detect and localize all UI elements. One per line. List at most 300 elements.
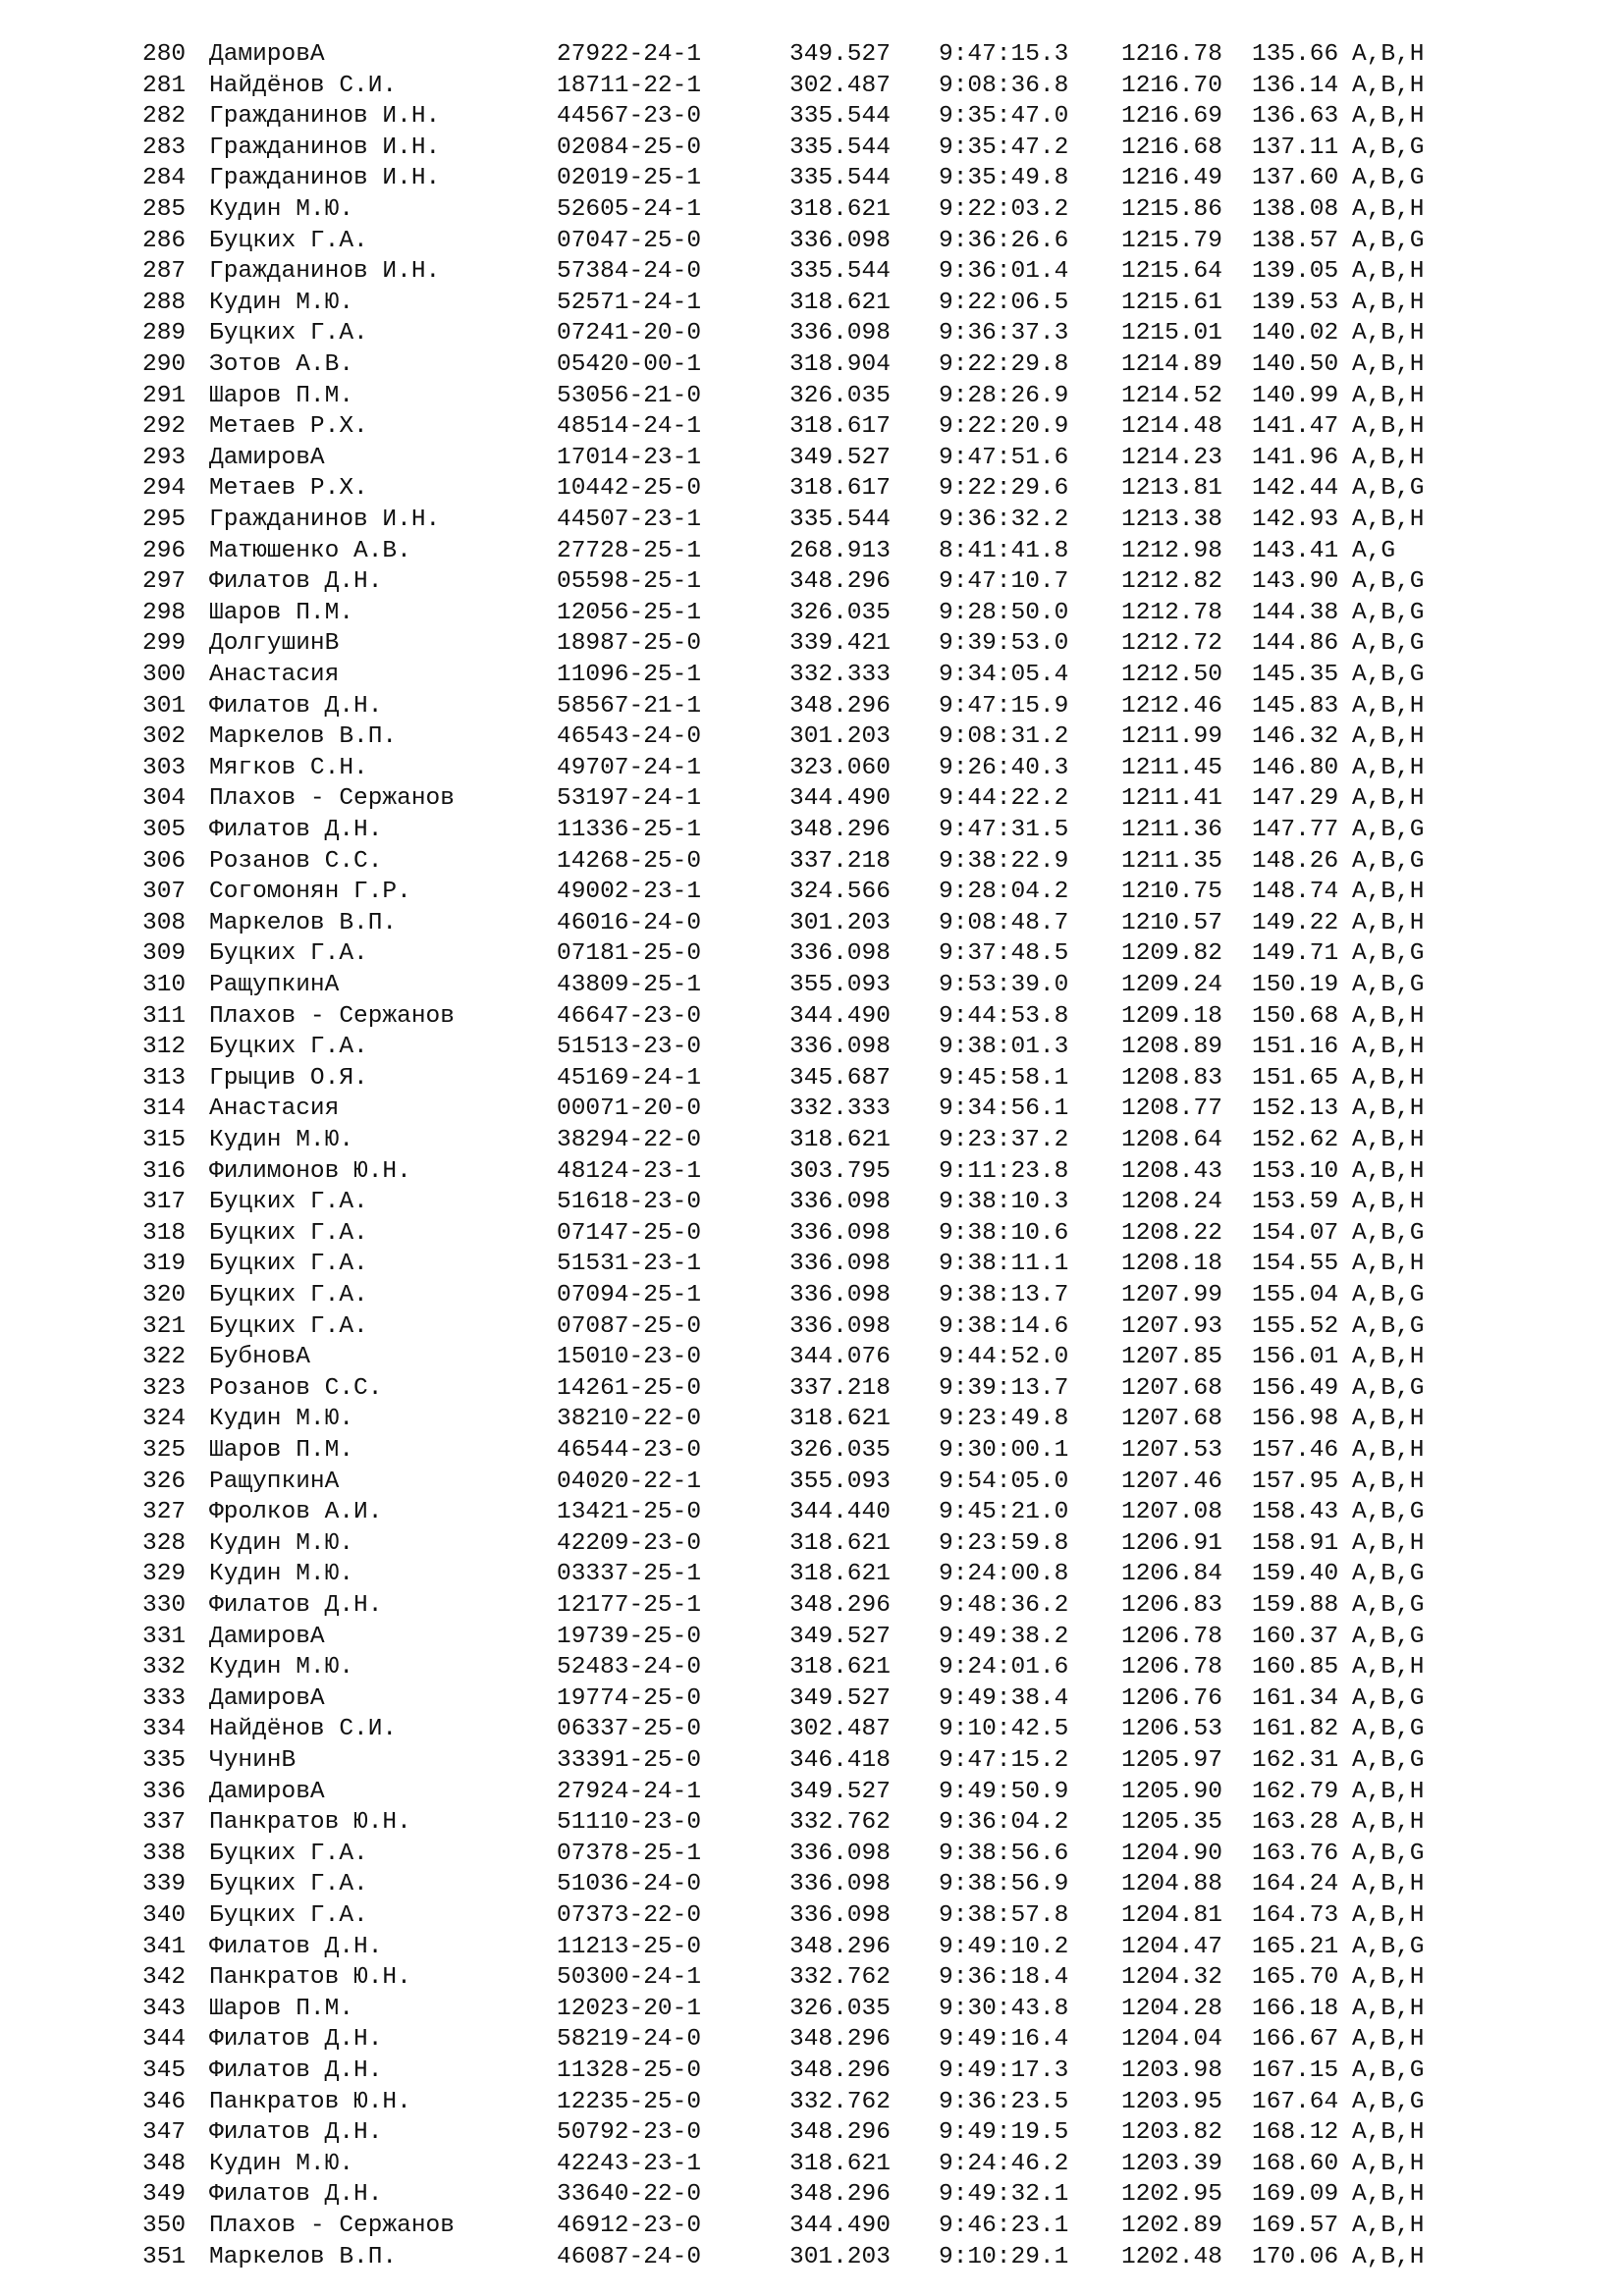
rank-cell: 328	[142, 1529, 187, 1557]
arrival-time-cell: 9:45:58.1	[939, 1064, 1069, 1092]
distance-cell: 339.421	[789, 630, 891, 658]
points-cell: 143.41	[1252, 537, 1339, 564]
speed-cell: 1204.81	[1121, 1902, 1222, 1929]
flags-cell: A,B,H	[1352, 785, 1425, 813]
distance-cell: 348.296	[789, 2119, 891, 2147]
rank-cell: 289	[142, 320, 187, 347]
flags-cell: A,B,G	[1352, 940, 1425, 968]
rank-cell: 312	[142, 1034, 187, 1061]
ring-number-cell: 07087-25-0	[557, 1312, 702, 1340]
rank-cell: 333	[142, 1684, 187, 1712]
speed-cell: 1204.47	[1121, 1933, 1222, 1960]
distance-cell: 318.621	[789, 2150, 891, 2177]
fancier-name-cell: ДамировА	[209, 444, 325, 471]
ring-number-cell: 07047-25-0	[557, 227, 702, 254]
distance-cell: 335.544	[789, 165, 891, 192]
arrival-time-cell: 9:35:47.0	[939, 103, 1069, 131]
arrival-time-cell: 9:08:31.2	[939, 723, 1069, 751]
ring-number-cell: 49002-23-1	[557, 879, 702, 906]
distance-cell: 337.218	[789, 1374, 891, 1402]
distance-cell: 335.544	[789, 133, 891, 161]
ring-number-cell: 46647-23-0	[557, 1002, 702, 1030]
ring-number-cell: 14261-25-0	[557, 1374, 702, 1402]
fancier-name-cell: Панкратов Ю.Н.	[209, 1809, 411, 1837]
distance-cell: 301.203	[789, 723, 891, 751]
ring-number-cell: 46016-24-0	[557, 909, 702, 936]
rank-cell: 285	[142, 196, 187, 223]
speed-cell: 1207.93	[1121, 1312, 1222, 1340]
distance-cell: 335.544	[789, 103, 891, 131]
arrival-time-cell: 9:49:38.2	[939, 1623, 1069, 1650]
rank-cell: 314	[142, 1095, 187, 1123]
points-cell: 149.22	[1252, 909, 1339, 936]
points-cell: 148.74	[1252, 879, 1339, 906]
flags-cell: A,B,G	[1352, 1747, 1425, 1774]
flags-cell: A,B,G	[1352, 1684, 1425, 1712]
ring-number-cell: 03337-25-1	[557, 1561, 702, 1588]
fancier-name-cell: Буцких Г.А.	[209, 1034, 368, 1061]
points-cell: 170.06	[1252, 2243, 1339, 2270]
flags-cell: A,B,H	[1352, 2150, 1425, 2177]
arrival-time-cell: 9:44:52.0	[939, 1344, 1069, 1371]
points-cell: 149.71	[1252, 940, 1339, 968]
points-cell: 167.64	[1252, 2088, 1339, 2115]
arrival-time-cell: 9:22:29.6	[939, 475, 1069, 503]
speed-cell: 1206.84	[1121, 1561, 1222, 1588]
fancier-name-cell: Панкратов Ю.Н.	[209, 1964, 411, 1992]
ring-number-cell: 04020-22-1	[557, 1468, 702, 1495]
fancier-name-cell: Буцких Г.А.	[209, 1251, 368, 1278]
ring-number-cell: 46912-23-0	[557, 2213, 702, 2239]
points-cell: 157.46	[1252, 1437, 1339, 1464]
ring-number-cell: 51036-24-0	[557, 1871, 702, 1898]
flags-cell: A,B,H	[1352, 723, 1425, 751]
points-cell: 152.62	[1252, 1127, 1339, 1153]
ring-number-cell: 11336-25-1	[557, 817, 702, 843]
speed-cell: 1207.68	[1121, 1406, 1222, 1433]
speed-cell: 1207.85	[1121, 1344, 1222, 1371]
arrival-time-cell: 9:36:01.4	[939, 258, 1069, 286]
points-cell: 159.40	[1252, 1561, 1339, 1588]
ring-number-cell: 48124-23-1	[557, 1157, 702, 1185]
ring-number-cell: 49707-24-1	[557, 754, 702, 781]
flags-cell: A,B,H	[1352, 2119, 1425, 2147]
points-cell: 153.59	[1252, 1189, 1339, 1216]
points-cell: 168.12	[1252, 2119, 1339, 2147]
arrival-time-cell: 9:38:22.9	[939, 847, 1069, 875]
points-cell: 165.70	[1252, 1964, 1339, 1992]
ring-number-cell: 12023-20-1	[557, 1995, 702, 2022]
points-cell: 141.47	[1252, 413, 1339, 441]
arrival-time-cell: 9:47:15.3	[939, 41, 1069, 68]
speed-cell: 1202.89	[1121, 2213, 1222, 2239]
rank-cell: 301	[142, 692, 187, 720]
ring-number-cell: 58567-21-1	[557, 692, 702, 720]
flags-cell: A,B,H	[1352, 2026, 1425, 2054]
flags-cell: A,B,G	[1352, 1840, 1425, 1867]
rank-cell: 345	[142, 2057, 187, 2084]
fancier-name-cell: Фролков А.И.	[209, 1499, 383, 1526]
fancier-name-cell: Гражданинов И.Н.	[209, 103, 441, 131]
points-cell: 141.96	[1252, 444, 1339, 471]
points-cell: 151.65	[1252, 1064, 1339, 1092]
points-cell: 142.44	[1252, 475, 1339, 503]
rank-cell: 300	[142, 662, 187, 688]
rank-cell: 327	[142, 1499, 187, 1526]
arrival-time-cell: 9:28:26.9	[939, 382, 1069, 409]
arrival-time-cell: 9:30:43.8	[939, 1995, 1069, 2022]
rank-cell: 343	[142, 1995, 187, 2022]
distance-cell: 332.762	[789, 1964, 891, 1992]
speed-cell: 1213.38	[1121, 507, 1222, 533]
rank-cell: 341	[142, 1933, 187, 1960]
speed-cell: 1215.01	[1121, 320, 1222, 347]
rank-cell: 330	[142, 1592, 187, 1619]
distance-cell: 332.333	[789, 1095, 891, 1123]
speed-cell: 1216.68	[1121, 133, 1222, 161]
ring-number-cell: 51110-23-0	[557, 1809, 702, 1837]
fancier-name-cell: БубновА	[209, 1344, 310, 1371]
flags-cell: A,B,G	[1352, 475, 1425, 503]
points-cell: 156.01	[1252, 1344, 1339, 1371]
speed-cell: 1210.57	[1121, 909, 1222, 936]
fancier-name-cell: Шаров П.М.	[209, 382, 354, 409]
points-cell: 146.32	[1252, 723, 1339, 751]
arrival-time-cell: 9:45:21.0	[939, 1499, 1069, 1526]
ring-number-cell: 38210-22-0	[557, 1406, 702, 1433]
flags-cell: A,B,H	[1352, 1034, 1425, 1061]
ring-number-cell: 07094-25-1	[557, 1282, 702, 1308]
distance-cell: 349.527	[789, 1684, 891, 1712]
distance-cell: 344.490	[789, 785, 891, 813]
points-cell: 147.29	[1252, 785, 1339, 813]
distance-cell: 326.035	[789, 599, 891, 626]
fancier-name-cell: Буцких Г.А.	[209, 1282, 368, 1308]
ring-number-cell: 05598-25-1	[557, 568, 702, 596]
flags-cell: A,B,G	[1352, 599, 1425, 626]
speed-cell: 1214.89	[1121, 351, 1222, 378]
flags-cell: A,B,H	[1352, 2243, 1425, 2270]
flags-cell: A,B,H	[1352, 1964, 1425, 1992]
speed-cell: 1212.46	[1121, 692, 1222, 720]
speed-cell: 1209.24	[1121, 972, 1222, 998]
fancier-name-cell: Филатов Д.Н.	[209, 1933, 383, 1960]
rank-cell: 309	[142, 940, 187, 968]
flags-cell: A,B,G	[1352, 630, 1425, 658]
distance-cell: 348.296	[789, 2057, 891, 2084]
flags-cell: A,B,H	[1352, 1437, 1425, 1464]
fancier-name-cell: Буцких Г.А.	[209, 1840, 368, 1867]
speed-cell: 1208.64	[1121, 1127, 1222, 1153]
ring-number-cell: 07378-25-1	[557, 1840, 702, 1867]
ring-number-cell: 46543-24-0	[557, 723, 702, 751]
ring-number-cell: 27924-24-1	[557, 1778, 702, 1805]
points-cell: 156.49	[1252, 1374, 1339, 1402]
arrival-time-cell: 9:38:10.6	[939, 1219, 1069, 1247]
points-cell: 153.10	[1252, 1157, 1339, 1185]
rank-cell: 335	[142, 1747, 187, 1774]
distance-cell: 348.296	[789, 692, 891, 720]
fancier-name-cell: ДамировА	[209, 1623, 325, 1650]
speed-cell: 1213.81	[1121, 475, 1222, 503]
distance-cell: 348.296	[789, 2181, 891, 2209]
arrival-time-cell: 9:47:15.9	[939, 692, 1069, 720]
ring-number-cell: 12177-25-1	[557, 1592, 702, 1619]
distance-cell: 318.621	[789, 1529, 891, 1557]
ring-number-cell: 53197-24-1	[557, 785, 702, 813]
ring-number-cell: 42209-23-0	[557, 1529, 702, 1557]
flags-cell: A,B,H	[1352, 1064, 1425, 1092]
flags-cell: A,B,H	[1352, 1127, 1425, 1153]
points-cell: 157.95	[1252, 1468, 1339, 1495]
rank-cell: 348	[142, 2150, 187, 2177]
flags-cell: A,B,H	[1352, 1871, 1425, 1898]
flags-cell: A,B,G	[1352, 165, 1425, 192]
fancier-name-cell: Буцких Г.А.	[209, 227, 368, 254]
ring-number-cell: 07147-25-0	[557, 1219, 702, 1247]
arrival-time-cell: 9:34:56.1	[939, 1095, 1069, 1123]
fancier-name-cell: Шаров П.М.	[209, 1995, 354, 2022]
fancier-name-cell: ЧунинВ	[209, 1747, 297, 1774]
speed-cell: 1204.04	[1121, 2026, 1222, 2054]
speed-cell: 1206.91	[1121, 1529, 1222, 1557]
rank-cell: 324	[142, 1406, 187, 1433]
distance-cell: 336.098	[789, 1871, 891, 1898]
flags-cell: A,B,G	[1352, 1561, 1425, 1588]
speed-cell: 1215.79	[1121, 227, 1222, 254]
rank-cell: 326	[142, 1468, 187, 1495]
arrival-time-cell: 9:49:17.3	[939, 2057, 1069, 2084]
fancier-name-cell: Плахов - Сержанов	[209, 785, 455, 813]
distance-cell: 336.098	[789, 1189, 891, 1216]
speed-cell: 1216.69	[1121, 103, 1222, 131]
distance-cell: 349.527	[789, 444, 891, 471]
points-cell: 164.73	[1252, 1902, 1339, 1929]
points-cell: 137.11	[1252, 133, 1339, 161]
ring-number-cell: 45169-24-1	[557, 1064, 702, 1092]
arrival-time-cell: 9:23:49.8	[939, 1406, 1069, 1433]
fancier-name-cell: Кудин М.Ю.	[209, 1654, 354, 1682]
fancier-name-cell: ДолгушинВ	[209, 630, 340, 658]
flags-cell: A,B,H	[1352, 909, 1425, 936]
fancier-name-cell: Шаров П.М.	[209, 1437, 354, 1464]
speed-cell: 1211.99	[1121, 723, 1222, 751]
arrival-time-cell: 9:23:59.8	[939, 1529, 1069, 1557]
distance-cell: 349.527	[789, 1778, 891, 1805]
ring-number-cell: 46087-24-0	[557, 2243, 702, 2270]
distance-cell: 268.913	[789, 537, 891, 564]
fancier-name-cell: Буцких Г.А.	[209, 1312, 368, 1340]
distance-cell: 318.621	[789, 1561, 891, 1588]
points-cell: 165.21	[1252, 1933, 1339, 1960]
points-cell: 145.35	[1252, 662, 1339, 688]
fancier-name-cell: Плахов - Сержанов	[209, 2213, 455, 2239]
arrival-time-cell: 9:48:36.2	[939, 1592, 1069, 1619]
rank-cell: 297	[142, 568, 187, 596]
distance-cell: 344.440	[789, 1499, 891, 1526]
flags-cell: A,B,G	[1352, 1374, 1425, 1402]
flags-cell: A,B,H	[1352, 1468, 1425, 1495]
flags-cell: A,B,H	[1352, 879, 1425, 906]
rank-cell: 336	[142, 1778, 187, 1805]
arrival-time-cell: 9:39:53.0	[939, 630, 1069, 658]
ring-number-cell: 50300-24-1	[557, 1964, 702, 1992]
ring-number-cell: 52483-24-0	[557, 1654, 702, 1682]
flags-cell: A,B,H	[1352, 41, 1425, 68]
flags-cell: A,G	[1352, 537, 1396, 564]
speed-cell: 1205.90	[1121, 1778, 1222, 1805]
ring-number-cell: 52605-24-1	[557, 196, 702, 223]
points-cell: 150.68	[1252, 1002, 1339, 1030]
points-cell: 148.26	[1252, 847, 1339, 875]
points-cell: 139.05	[1252, 258, 1339, 286]
rank-cell: 321	[142, 1312, 187, 1340]
points-cell: 146.80	[1252, 754, 1339, 781]
distance-cell: 301.203	[789, 909, 891, 936]
flags-cell: A,B,H	[1352, 1995, 1425, 2022]
speed-cell: 1212.72	[1121, 630, 1222, 658]
rank-cell: 344	[142, 2026, 187, 2054]
fancier-name-cell: Буцких Г.А.	[209, 1871, 368, 1898]
arrival-time-cell: 9:08:36.8	[939, 72, 1069, 99]
ring-number-cell: 18711-22-1	[557, 72, 702, 99]
speed-cell: 1205.97	[1121, 1747, 1222, 1774]
rank-cell: 293	[142, 444, 187, 471]
speed-cell: 1203.39	[1121, 2150, 1222, 2177]
rank-cell: 317	[142, 1189, 187, 1216]
speed-cell: 1212.78	[1121, 599, 1222, 626]
rank-cell: 294	[142, 475, 187, 503]
distance-cell: 303.795	[789, 1157, 891, 1185]
flags-cell: A,B,G	[1352, 133, 1425, 161]
arrival-time-cell: 9:54:05.0	[939, 1468, 1069, 1495]
rank-cell: 339	[142, 1871, 187, 1898]
flags-cell: A,B,H	[1352, 1002, 1425, 1030]
flags-cell: A,B,G	[1352, 972, 1425, 998]
ring-number-cell: 48514-24-1	[557, 413, 702, 441]
arrival-time-cell: 8:41:41.8	[939, 537, 1069, 564]
rank-cell: 291	[142, 382, 187, 409]
speed-cell: 1210.75	[1121, 879, 1222, 906]
points-cell: 142.93	[1252, 507, 1339, 533]
ring-number-cell: 11213-25-0	[557, 1933, 702, 1960]
speed-cell: 1211.45	[1121, 754, 1222, 781]
speed-cell: 1205.35	[1121, 1809, 1222, 1837]
speed-cell: 1215.86	[1121, 196, 1222, 223]
fancier-name-cell: Филатов Д.Н.	[209, 817, 383, 843]
rank-cell: 296	[142, 537, 187, 564]
distance-cell: 318.621	[789, 1406, 891, 1433]
distance-cell: 318.621	[789, 289, 891, 316]
points-cell: 154.07	[1252, 1219, 1339, 1247]
ring-number-cell: 38294-22-0	[557, 1127, 702, 1153]
ring-number-cell: 19774-25-0	[557, 1684, 702, 1712]
distance-cell: 344.490	[789, 2213, 891, 2239]
arrival-time-cell: 9:36:04.2	[939, 1809, 1069, 1837]
ring-number-cell: 06337-25-0	[557, 1716, 702, 1743]
ring-number-cell: 14268-25-0	[557, 847, 702, 875]
rank-cell: 283	[142, 133, 187, 161]
ring-number-cell: 11096-25-1	[557, 662, 702, 688]
fancier-name-cell: Маркелов В.П.	[209, 2243, 398, 2270]
fancier-name-cell: Найдёнов С.И.	[209, 1716, 398, 1743]
distance-cell: 323.060	[789, 754, 891, 781]
rank-cell: 290	[142, 351, 187, 378]
arrival-time-cell: 9:28:50.0	[939, 599, 1069, 626]
fancier-name-cell: РащупкинА	[209, 972, 340, 998]
arrival-time-cell: 9:35:47.2	[939, 133, 1069, 161]
arrival-time-cell: 9:39:13.7	[939, 1374, 1069, 1402]
arrival-time-cell: 9:49:50.9	[939, 1778, 1069, 1805]
distance-cell: 332.762	[789, 1809, 891, 1837]
speed-cell: 1203.98	[1121, 2057, 1222, 2084]
arrival-time-cell: 9:49:10.2	[939, 1933, 1069, 1960]
arrival-time-cell: 9:36:18.4	[939, 1964, 1069, 1992]
fancier-name-cell: Филимонов Ю.Н.	[209, 1157, 411, 1185]
distance-cell: 332.333	[789, 662, 891, 688]
speed-cell: 1215.61	[1121, 289, 1222, 316]
fancier-name-cell: Маркелов В.П.	[209, 909, 398, 936]
fancier-name-cell: Плахов - Сержанов	[209, 1002, 455, 1030]
flags-cell: A,B,H	[1352, 1809, 1425, 1837]
arrival-time-cell: 9:10:42.5	[939, 1716, 1069, 1743]
fancier-name-cell: Мягков С.Н.	[209, 754, 368, 781]
ring-number-cell: 58219-24-0	[557, 2026, 702, 2054]
speed-cell: 1208.18	[1121, 1251, 1222, 1278]
fancier-name-cell: Найдёнов С.И.	[209, 72, 398, 99]
rank-cell: 316	[142, 1157, 187, 1185]
flags-cell: A,B,H	[1352, 507, 1425, 533]
arrival-time-cell: 9:38:56.6	[939, 1840, 1069, 1867]
flags-cell: A,B,H	[1352, 320, 1425, 347]
points-cell: 154.55	[1252, 1251, 1339, 1278]
rank-cell: 332	[142, 1654, 187, 1682]
speed-cell: 1206.78	[1121, 1623, 1222, 1650]
speed-cell: 1209.18	[1121, 1002, 1222, 1030]
speed-cell: 1208.89	[1121, 1034, 1222, 1061]
rank-cell: 315	[142, 1127, 187, 1153]
arrival-time-cell: 9:26:40.3	[939, 754, 1069, 781]
flags-cell: A,B,G	[1352, 847, 1425, 875]
arrival-time-cell: 9:30:00.1	[939, 1437, 1069, 1464]
points-cell: 150.19	[1252, 972, 1339, 998]
flags-cell: A,B,G	[1352, 1499, 1425, 1526]
flags-cell: A,B,H	[1352, 413, 1425, 441]
speed-cell: 1204.32	[1121, 1964, 1222, 1992]
ring-number-cell: 10442-25-0	[557, 475, 702, 503]
rank-cell: 322	[142, 1344, 187, 1371]
rank-cell: 350	[142, 2213, 187, 2239]
speed-cell: 1206.83	[1121, 1592, 1222, 1619]
ring-number-cell: 52571-24-1	[557, 289, 702, 316]
fancier-name-cell: Филатов Д.Н.	[209, 2026, 383, 2054]
speed-cell: 1206.53	[1121, 1716, 1222, 1743]
speed-cell: 1211.41	[1121, 785, 1222, 813]
arrival-time-cell: 9:22:20.9	[939, 413, 1069, 441]
speed-cell: 1206.78	[1121, 1654, 1222, 1682]
fancier-name-cell: Филатов Д.Н.	[209, 568, 383, 596]
speed-cell: 1207.53	[1121, 1437, 1222, 1464]
rank-cell: 340	[142, 1902, 187, 1929]
distance-cell: 336.098	[789, 1219, 891, 1247]
flags-cell: A,B,G	[1352, 817, 1425, 843]
rank-cell: 313	[142, 1064, 187, 1092]
flags-cell: A,B,H	[1352, 196, 1425, 223]
flags-cell: A,B,H	[1352, 289, 1425, 316]
arrival-time-cell: 9:36:26.6	[939, 227, 1069, 254]
distance-cell: 336.098	[789, 227, 891, 254]
distance-cell: 301.203	[789, 2243, 891, 2270]
